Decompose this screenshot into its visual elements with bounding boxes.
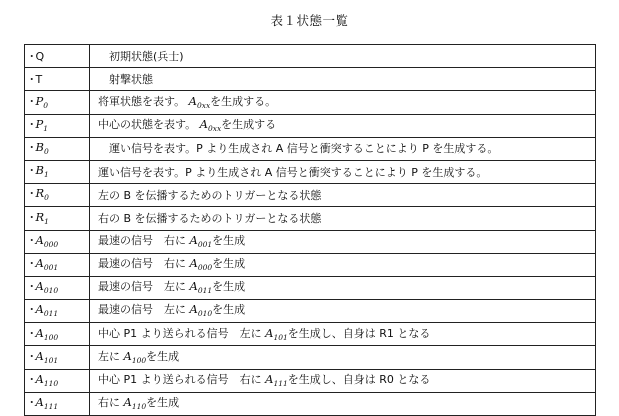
description-text: 運い信号を表す。P より生成され A 信号と衝突することにより P を生成する。 [98, 165, 488, 179]
table-row [25, 369, 596, 392]
state-symbol-subscript: 111 [43, 402, 59, 412]
signal-subscript: 111 [273, 378, 288, 388]
state-symbol-subscript: 100 [43, 332, 59, 342]
description-text: 中心 P1 より送られる信号 左に [98, 326, 266, 340]
state-symbol-subscript: 0 [44, 193, 49, 203]
description-text: を生成 [212, 257, 246, 271]
state-symbol: A [35, 302, 44, 317]
state-symbol: R [35, 186, 45, 201]
state-symbol-cell [25, 392, 90, 415]
state-symbol: R [35, 209, 45, 224]
state-symbol: P [35, 116, 44, 131]
state-description-cell [90, 300, 596, 323]
bullet-dot: ･ [29, 326, 35, 340]
state-symbol: A [35, 256, 44, 271]
state-description-cell [90, 230, 596, 253]
state-description-cell [90, 276, 596, 299]
state-symbol-subscript: 010 [43, 286, 59, 296]
table-row [25, 323, 596, 346]
table-row [25, 392, 596, 415]
description-text: 初期状態(兵士) [98, 49, 184, 63]
table-row [25, 346, 596, 369]
state-description-cell [90, 114, 596, 137]
description-text: を生成 [146, 396, 180, 410]
description-text: 最速の信号 右に [98, 257, 190, 271]
state-symbol-subscript: 011 [43, 309, 59, 319]
state-symbol: Q [35, 49, 45, 63]
state-symbol-cell [25, 253, 90, 276]
signal-name: A [188, 93, 197, 108]
signal-name: A [265, 325, 274, 340]
description-text: を生成し、自身は R1 となる [287, 326, 431, 340]
table-row [25, 184, 596, 207]
description-text: 最速の信号 右に [98, 233, 190, 247]
signal-name: A [189, 302, 198, 317]
state-symbol-cell [25, 160, 90, 183]
state-symbol-subscript: 001 [43, 263, 59, 273]
state-table [24, 44, 596, 416]
table-caption: 表１状態一覧 [270, 13, 349, 28]
state-symbol-cell [25, 276, 90, 299]
bullet-dot: ･ [29, 164, 35, 178]
table-row [25, 91, 596, 114]
signal-name: A [123, 395, 132, 410]
state-symbol-cell [25, 45, 90, 68]
signal-subscript: 0xx [207, 123, 222, 133]
description-text: を生成 [146, 349, 180, 363]
description-text: 運い信号を表す。P より生成され A 信号と衝突することにより P を生成する。 [98, 142, 499, 156]
state-table-body [25, 45, 596, 416]
description-text: 最速の信号 左に [98, 303, 190, 317]
bullet-dot: ･ [29, 303, 35, 317]
state-symbol: B [35, 163, 44, 178]
description-text: 右に [98, 396, 124, 410]
state-symbol: P [35, 93, 44, 108]
state-symbol: T [35, 72, 43, 86]
state-symbol: B [35, 140, 44, 155]
bullet-dot: ･ [29, 349, 35, 363]
state-description-cell [90, 369, 596, 392]
state-description-cell [90, 346, 596, 369]
state-symbol-subscript: 0 [43, 100, 49, 110]
state-symbol-cell [25, 114, 90, 137]
state-symbol-subscript: 0 [43, 147, 49, 157]
bullet-dot: ･ [29, 187, 35, 201]
bullet-dot: ･ [29, 233, 35, 247]
description-text: 将軍状態を表す。 [98, 94, 189, 108]
description-text: 中心の状態を表す。 [98, 117, 200, 131]
state-symbol-cell [25, 369, 90, 392]
bullet-dot: ･ [29, 210, 35, 224]
table-row [25, 68, 596, 91]
signal-name: A [189, 279, 198, 294]
table-row [25, 160, 596, 183]
bullet-dot: ･ [29, 257, 35, 271]
description-text: を生成 [212, 303, 246, 317]
bullet-dot: ･ [29, 141, 35, 155]
description-text: を生成する [221, 117, 277, 131]
state-symbol: A [35, 279, 44, 294]
state-description-cell [90, 253, 596, 276]
description-text: 射撃状態 [98, 72, 153, 86]
description-text: を生成する。 [210, 94, 277, 108]
bullet-dot: ･ [29, 49, 35, 63]
signal-subscript: 010 [197, 309, 213, 319]
state-description-cell [90, 68, 596, 91]
signal-name: A [189, 232, 198, 247]
signal-subscript: 001 [197, 239, 213, 249]
table-row [25, 276, 596, 299]
state-symbol: A [35, 395, 44, 410]
description-text: 右の B を伝播するためのトリガーとなる状態 [98, 211, 322, 225]
description-text: を生成 [212, 233, 246, 247]
state-symbol-subscript: 1 [43, 170, 49, 180]
signal-name: A [189, 256, 198, 271]
state-symbol-subscript: 110 [43, 378, 59, 388]
state-description-cell [90, 184, 596, 207]
signal-name: A [199, 116, 208, 131]
description-text: 左に [98, 349, 124, 363]
signal-subscript: 100 [131, 355, 147, 365]
signal-subscript: 101 [273, 332, 288, 342]
signal-name: A [265, 371, 274, 386]
state-symbol: A [35, 371, 44, 386]
bullet-dot: ･ [29, 372, 35, 386]
state-symbol-cell [25, 207, 90, 230]
description-text: 左の B を伝播するためのトリガーとなる状態 [98, 188, 322, 202]
bullet-dot: ･ [29, 280, 35, 294]
state-symbol-subscript: 1 [44, 216, 49, 226]
state-symbol-cell [25, 300, 90, 323]
description-text: を生成 [212, 280, 246, 294]
state-symbol: A [35, 348, 44, 363]
state-description-cell [90, 45, 596, 68]
table-row [25, 137, 596, 160]
state-symbol-cell [25, 68, 90, 91]
table-row [25, 114, 596, 137]
table-row [25, 45, 596, 68]
state-description-cell [90, 91, 596, 114]
signal-subscript: 000 [197, 263, 213, 273]
state-symbol-cell [25, 137, 90, 160]
state-symbol-cell [25, 323, 90, 346]
state-description-cell [90, 137, 596, 160]
bullet-dot: ･ [29, 396, 35, 410]
bullet-dot: ･ [29, 94, 35, 108]
bullet-dot: ･ [29, 72, 35, 86]
state-description-cell [90, 392, 596, 415]
state-description-cell [90, 160, 596, 183]
state-description-cell [90, 323, 596, 346]
signal-subscript: 011 [197, 286, 213, 296]
bullet-dot: ･ [29, 117, 35, 131]
table-row [25, 253, 596, 276]
state-description-cell [90, 207, 596, 230]
table-row [25, 230, 596, 253]
signal-subscript: 0xx [196, 100, 211, 110]
state-symbol-cell [25, 346, 90, 369]
signal-name: A [123, 348, 132, 363]
state-symbol-subscript: 000 [43, 239, 59, 249]
description-text: を生成し、自身は R0 となる [287, 372, 431, 386]
description-text: 中心 P1 より送られる信号 右に [98, 372, 266, 386]
table-row [25, 300, 596, 323]
state-symbol: A [35, 232, 44, 247]
state-symbol-cell [25, 91, 90, 114]
table-row [25, 207, 596, 230]
description-text: 最速の信号 左に [98, 280, 190, 294]
state-symbol-cell [25, 184, 90, 207]
state-symbol-subscript: 101 [43, 355, 59, 365]
state-symbol-cell [25, 230, 90, 253]
state-symbol-subscript: 1 [43, 123, 49, 133]
signal-subscript: 110 [131, 402, 147, 412]
state-symbol: A [35, 325, 44, 340]
